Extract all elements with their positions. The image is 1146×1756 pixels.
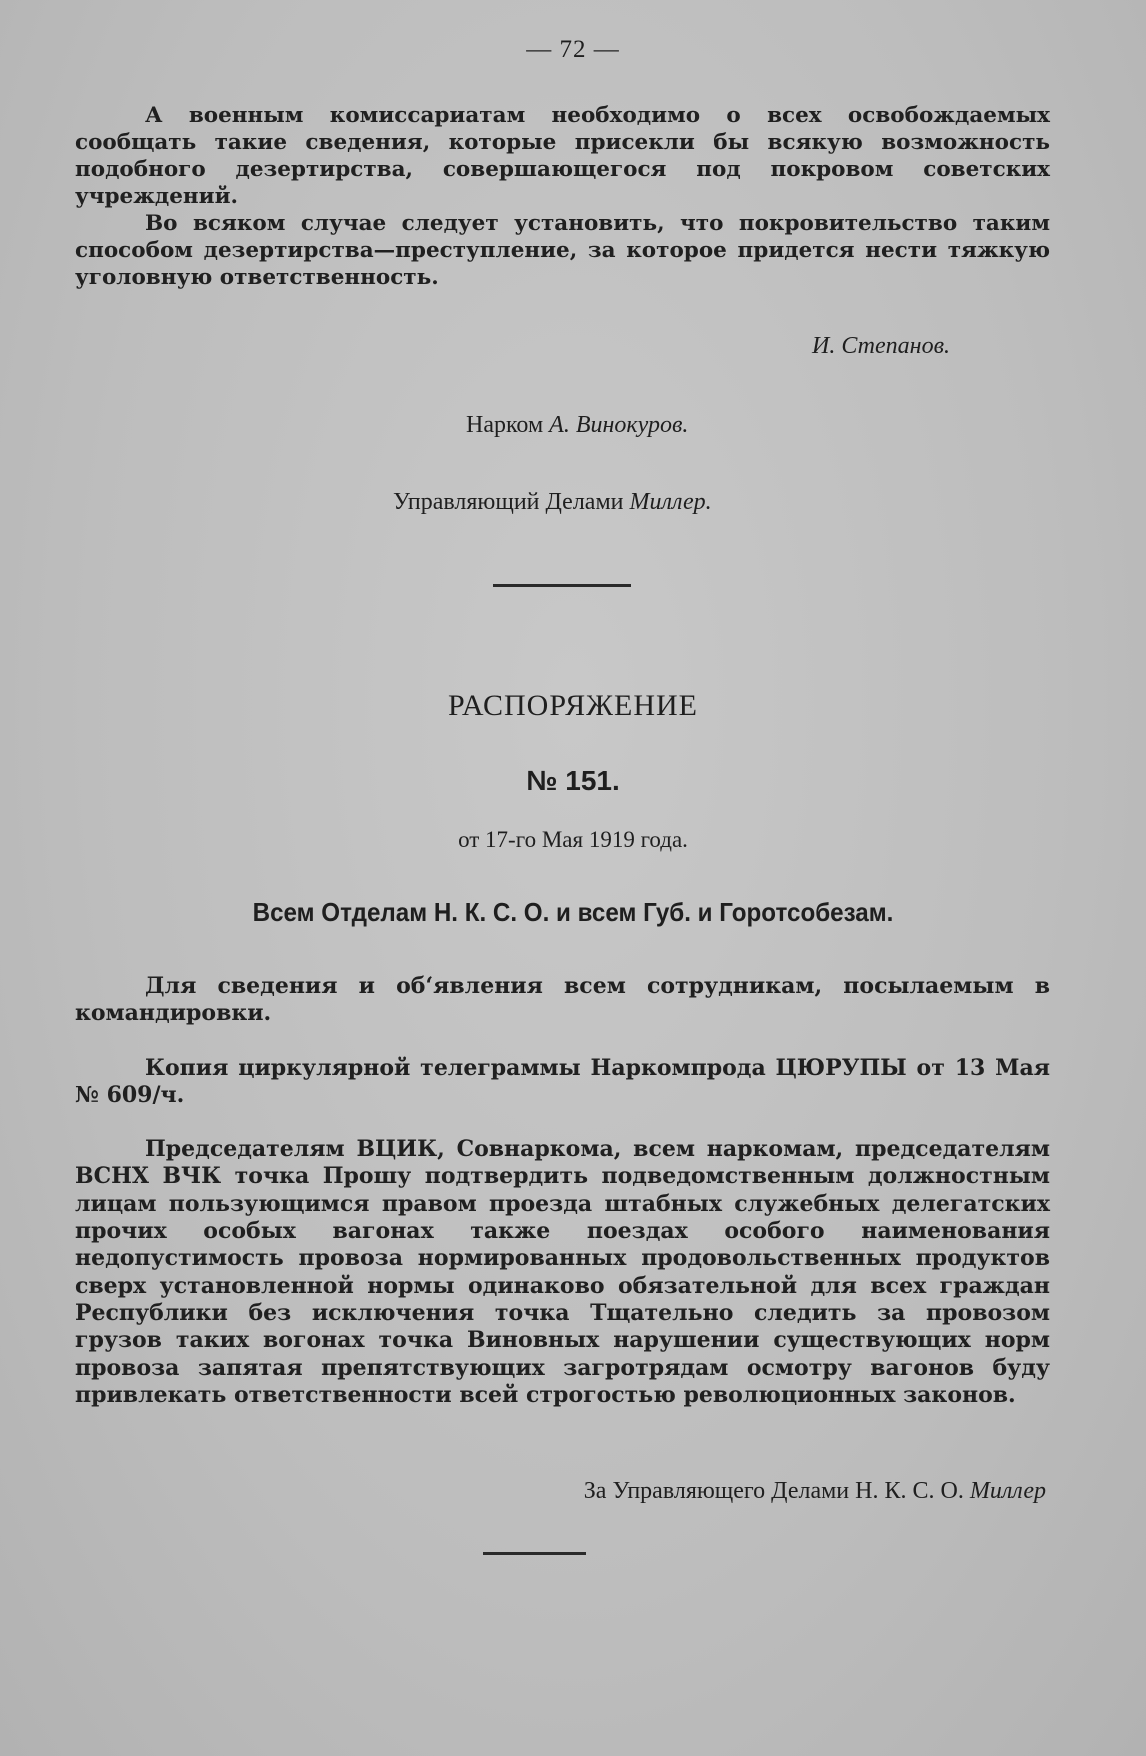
manager-name: Миллер.	[629, 489, 712, 515]
paragraph-telegram-text: Председателям ВЦИК, Совнаркома, всем наркомам, председателям ВСНХ ВЧК точка Прошу подтвердить подведомственным должностным лицам пользующимся правом проезда штабных служебных делегатских прочих особых вагонах также поездах особого наименования недопустимость провоза нормированных продовольственных продуктов сверх установленной нормы одинаково обязательной для всех граждан Республики без исключения точка Тщательно следить за провозом грузов таких вогонах точка Виновных нарушении существующих норм провоза запятая препятствующих загротрядам осмотру вагонов буду привлекать ответственности всей строгостью революционных законов.	[75, 1136, 1050, 1408]
signature-manager	[393, 489, 712, 516]
paragraph-commissariats: А военным комиссариатам необходимо о всех освобождаемых сообщать такие сведения, которые присекли бы всякую возможность подобного дезертирства, совершающегося под покровом советских учреждений.	[75, 103, 1050, 209]
paragraph-liability: Во всяком случае следует установить, что покровительство таким способом дезертирства—преступление, за которое придется нести тяжкую уголовную ответственность.	[75, 211, 1050, 290]
top-section-text	[75, 102, 1050, 291]
manager-label: Управляющий Делами	[393, 489, 624, 515]
page-number: — 72 —	[526, 36, 620, 63]
signature-narkom	[466, 412, 688, 439]
narkom-label: Нарком	[466, 412, 544, 438]
order-number: № 151.	[526, 765, 620, 796]
paragraph-telegram-copy: Копия циркулярной телеграммы Наркомпрода ЦЮРУПЫ от 13 Мая № 609/ч.	[75, 1054, 1050, 1108]
order-title: РАСПОРЯЖЕНИЕ	[447, 689, 699, 722]
signature-stepanov: И. Степанов.	[812, 333, 950, 359]
narkom-name: А. Винокуров.	[549, 412, 689, 438]
signature-order	[584, 1478, 1046, 1505]
paragraph-notice: Для сведения и об‘явления всем сотрудникам, посылаемым в командировки.	[75, 973, 1050, 1027]
divider-bottom	[483, 1552, 586, 1555]
order-date: от 17-го Мая 1919 года.	[458, 827, 688, 852]
order-signature-label: За Управляющего Делами Н. К. С. О.	[583, 1478, 964, 1504]
order-address: Всем Отделам Н. К. С. О. и всем Губ. и Горотсобезам.	[252, 897, 894, 927]
order-body	[75, 973, 1050, 1409]
order-signature-name: Миллер	[969, 1478, 1046, 1504]
divider-top	[493, 584, 631, 587]
